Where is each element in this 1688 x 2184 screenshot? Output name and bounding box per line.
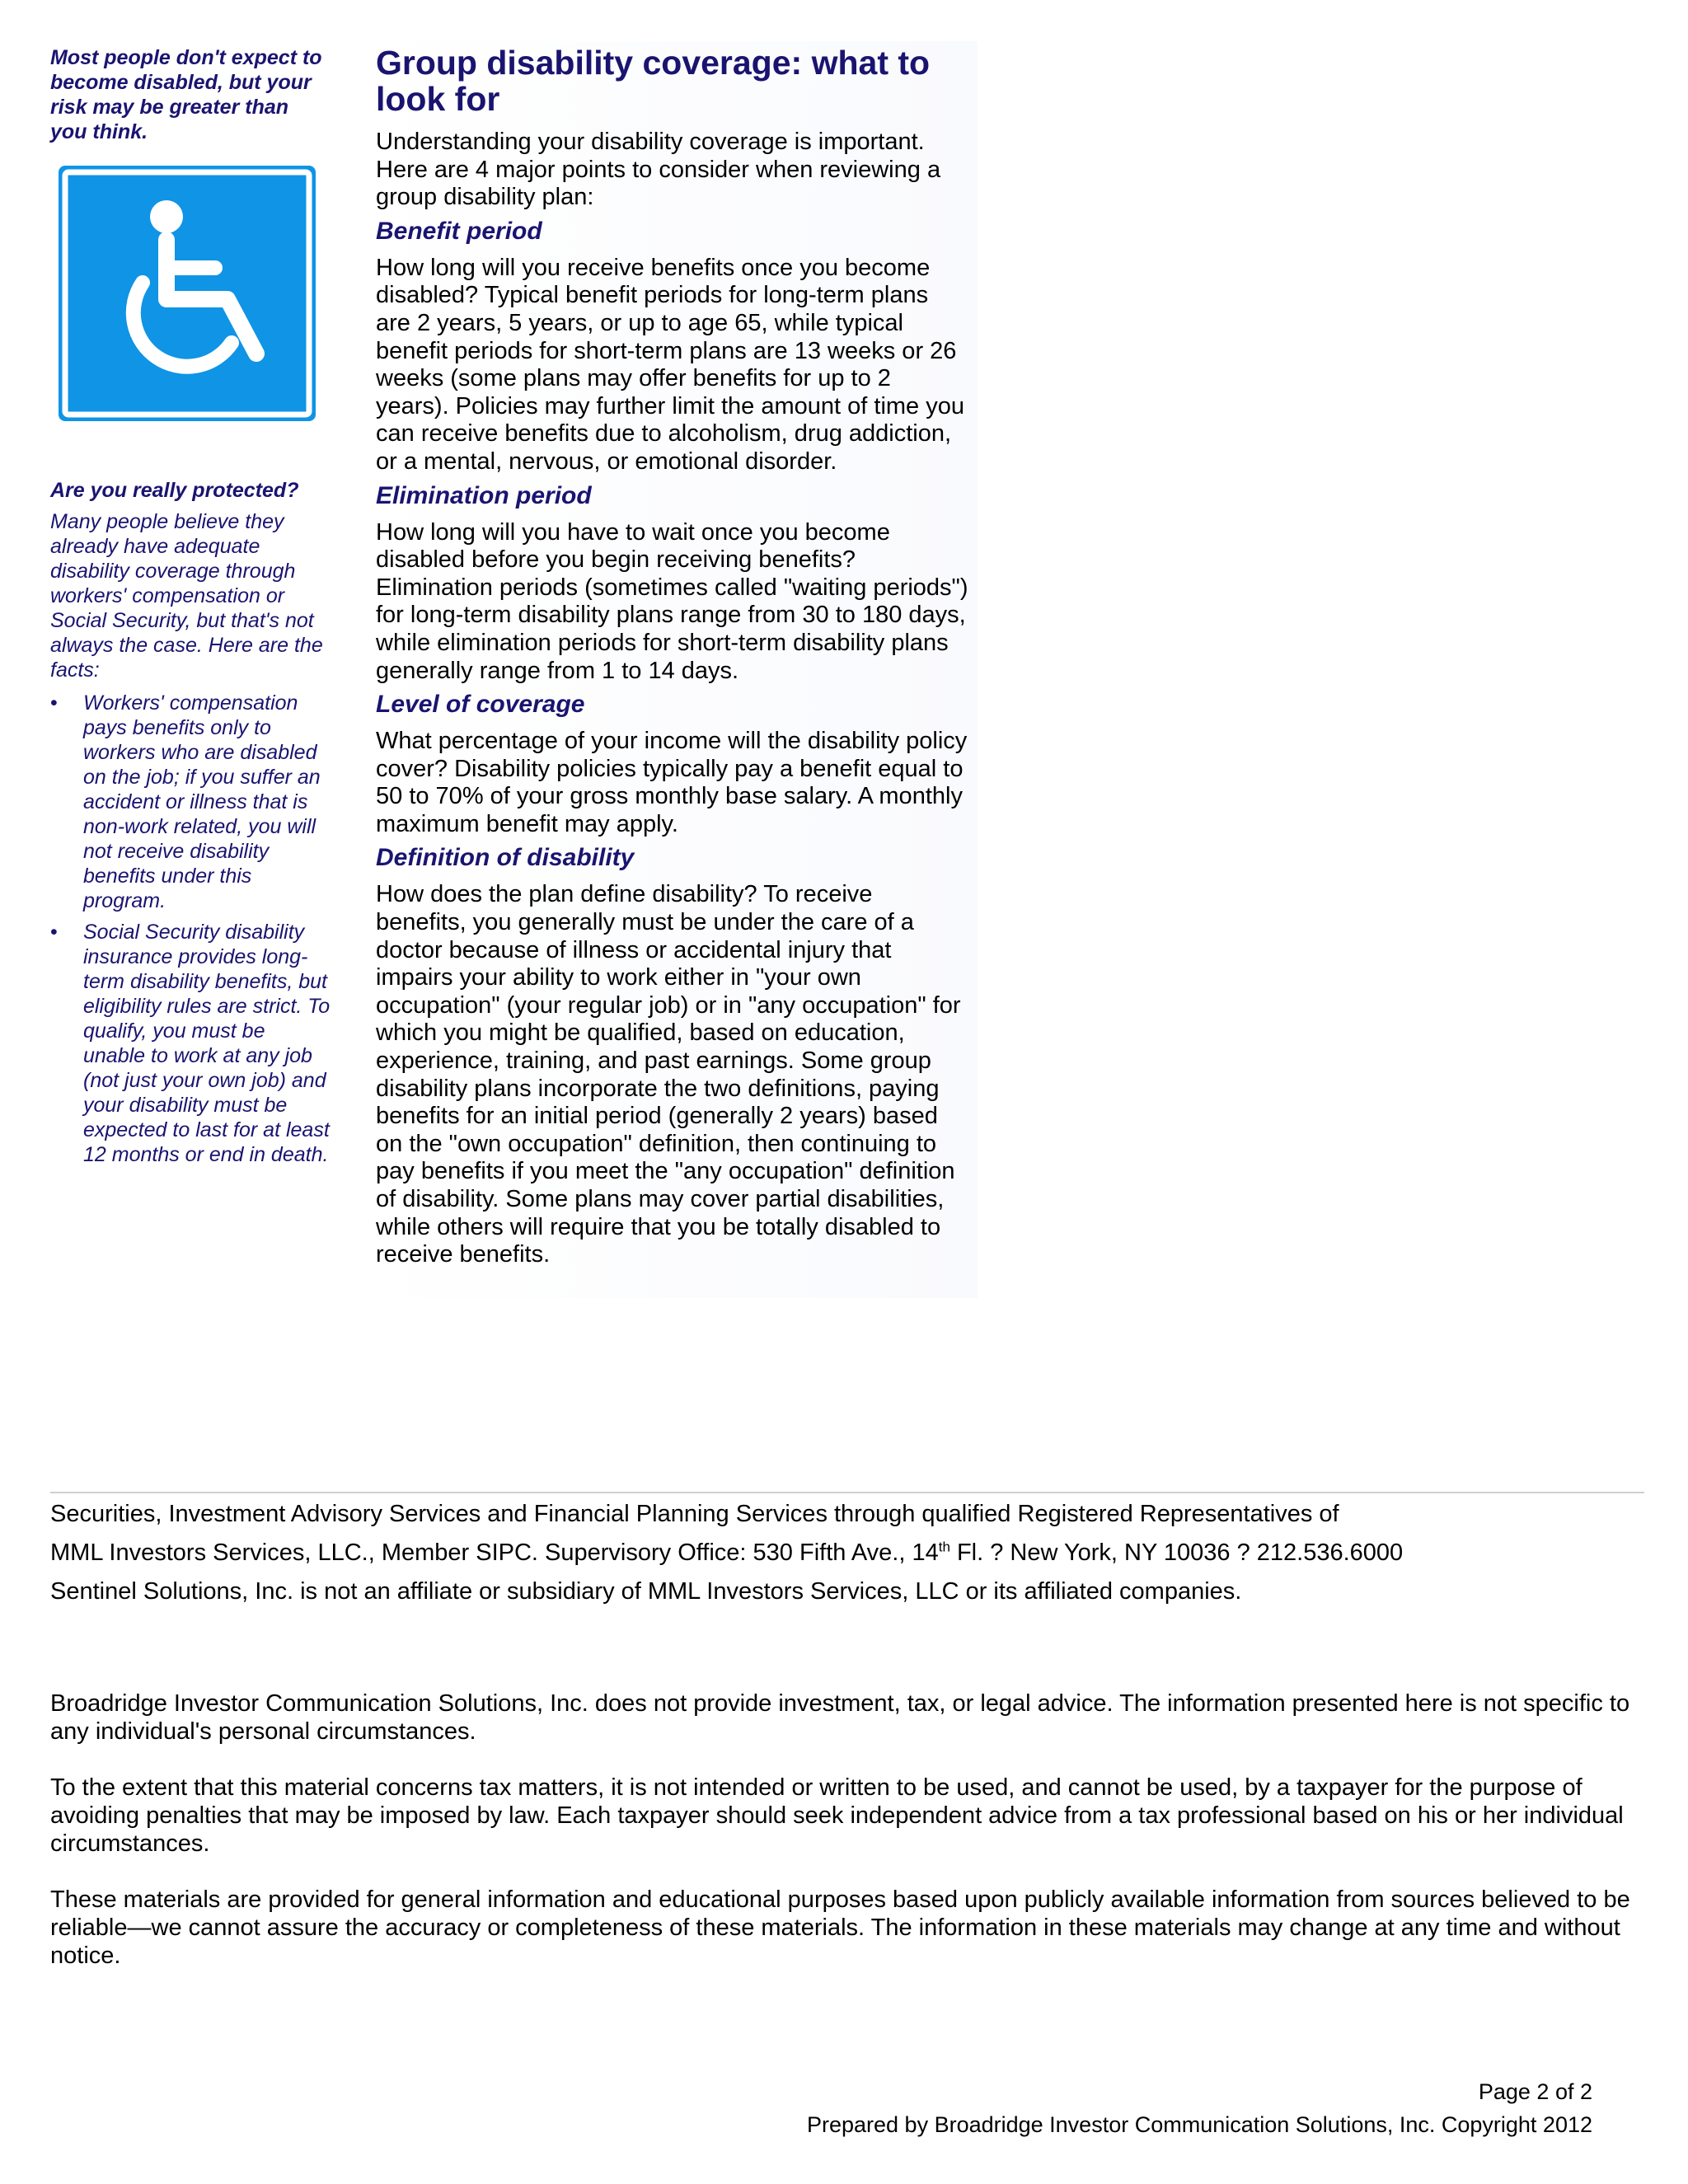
section-body: How does the plan define disability? To receive benefits, you generally must be under the care of a doctor because of illness or accidental injury that impairs your ability to work either in "your own occupation" (your regular job) or in "any occupation" for which you might be qualified, based on education, experience, training, and past earnings. Some group disability plans incorporate the two definitions, paying benefits for an initial period (generally 2 years) based on the "own occupation" definition, then continuing to pay benefits if you meet the "any occupation" definition of disability. Some plans may cover partial disabilities, while others will require that you be totally disabled to receive benefits. (376, 881, 961, 1268)
fact-text: Social Security disability insurance provides long-term disability benefits, but eligibility rules are strict. To qualify, you must be unable to work at any job (not just your own job) and your disability must be expected to last for at least 12 months or end in death. (83, 921, 331, 1166)
broker-disclosure (50, 1500, 1644, 1616)
sidebar-tagline: Most people don't expect to become disabled, but your risk may be greater than you think. (50, 46, 322, 143)
disclosure-text: Fl. ? New York, NY 10036 ? 212.536.6000 (950, 1540, 1404, 1566)
aside-title: Are you really protected? (50, 479, 299, 502)
section-heading: Level of coverage (376, 691, 585, 719)
bullet-icon: • (50, 691, 58, 715)
section-body: How long will you have to wait once you become disabled before you begin receiving benefits? Elimination periods (sometimes called "waiting periods") for long-term disability plans range from 30 to 180 days, while elimination periods for short-term disability plans generally range from 1 to 14 days. (376, 518, 968, 684)
page-number: Page 2 of 2 (1478, 2079, 1592, 2104)
disclosure-text: MML Investors Services, LLC., Member SIPC. Supervisory Office: 530 Fifth Ave., 14 (50, 1540, 939, 1566)
section-heading: Definition of disability (376, 844, 635, 872)
intro-paragraph: Understanding your disability coverage is important. Here are 4 major points to consider when reviewing a group disability plan: (376, 129, 941, 211)
section-heading: Elimination period (376, 481, 592, 509)
legal-notice (50, 1690, 1644, 1998)
list-item (50, 920, 331, 1167)
legal-paragraph: These materials are provided for general information and educational purposes based upon publicly available information from sources believed to be reliable—we cannot assure the accuracy or completeness of these materials. The information in these materials may change at any time and without notice. (50, 1886, 1630, 1969)
ordinal-suffix: th (938, 1539, 950, 1555)
legal-paragraph: Broadridge Investor Communication Solutions, Inc. does not provide investment, tax, or legal advice. The information presented here is not specific to any individual's personal circumstances. (50, 1690, 1630, 1745)
fact-text: Workers' compensation pays benefits only to workers who are disabled on the job; if you suffer an accident or illness that is non-work related, you will not receive disability benefits under this program. (83, 691, 321, 912)
disclosure-line: Sentinel Solutions, Inc. is not an affiliate or subsidiary of MML Investors Services, LLC or its affiliated companies. (50, 1578, 1242, 1605)
section-body: What percentage of your income will the disability policy cover? Disability policies typically pay a benefit equal to 50 to 70% of your gross monthly base salary. A monthly maximum benefit may apply. (376, 728, 968, 837)
sidebar (50, 45, 331, 1166)
wheelchair-accessibility-icon (59, 166, 316, 421)
page-footer (807, 2075, 1592, 2141)
main-article (368, 41, 978, 1298)
disclosure-line (50, 1539, 1644, 1568)
bullet-icon: • (50, 921, 58, 944)
legal-paragraph: To the extent that this material concerns tax matters, it is not intended or written to be used, and cannot be used, by a taxpayer for the purpose of avoiding penalties that may be imposed by law. Each taxpayer should seek independent advice from a tax professional based on his or her individual circumstances. (50, 1774, 1624, 1857)
section-body: How long will you receive benefits once you become disabled? Typical benefit periods for long-term plans are 2 years, 5 years, or up to age 65, while typical benefit periods for short-term plans are 13 weeks or 26 weeks (some plans may offer benefits for up to 2 years). Policies may further limit the amount of time you can receive benefits due to alcoholism, drug addiction, or a mental, nervous, or emotional disorder. (376, 254, 964, 475)
list-item (50, 691, 331, 913)
page-title: Group disability coverage: what to look for (376, 44, 931, 118)
divider (50, 1492, 1644, 1493)
aside-intro: Many people believe they already have adequate disability coverage through workers' compensation or Social Security, but that's not always the case. Here are the facts: (50, 510, 323, 682)
section-heading: Benefit period (376, 217, 542, 245)
facts-list (50, 691, 331, 1167)
disclosure-line: Securities, Investment Advisory Services and Financial Planning Services through qualified Registered Representatives of (50, 1501, 1339, 1527)
aside-box (50, 478, 331, 1174)
copyright: Prepared by Broadridge Investor Communication Solutions, Inc. Copyright 2012 (806, 2112, 1592, 2137)
